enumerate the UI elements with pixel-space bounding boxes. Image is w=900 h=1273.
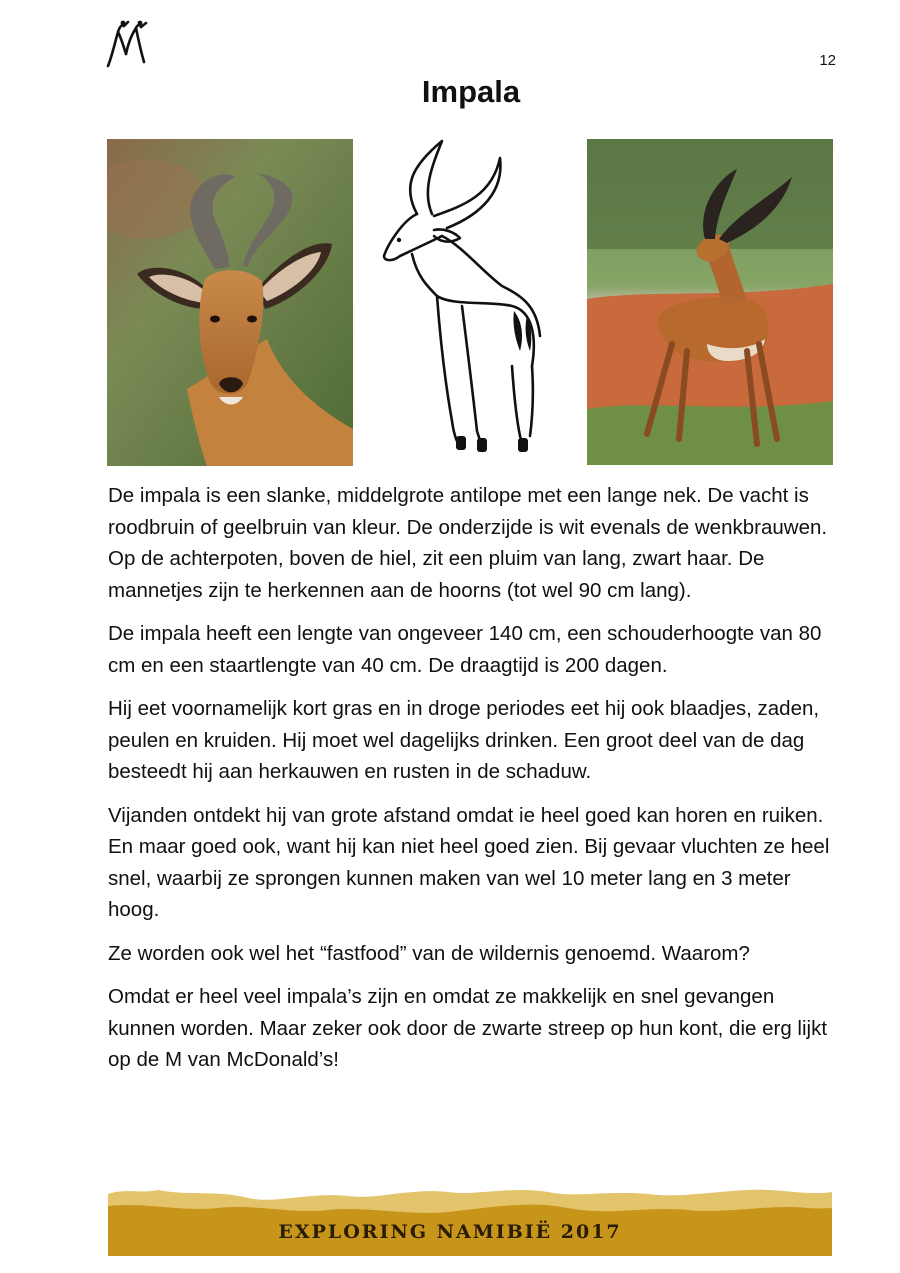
paragraph: Hij eet voornamelijk kort gras en in droge periodes eet hij ook blaadjes, zaden, peulen en kruiden. Hij moet wel dagelijks drinken. Een groot deel van de dag besteedt hij aan herkauwen en rusten in de schaduw. (108, 697, 820, 783)
paragraph: De impala heeft een lengte van ongeveer 140 cm, een schouderhoogte van 80 cm en een staartlengte van 40 cm. De draagtijd is 200 dagen. (108, 622, 822, 677)
paragraph: Vijanden ontdekt hij van grote afstand omdat ie heel goed kan horen en ruiken. En maar goed ook, want hij kan niet heel goed zien. Bij gevaar vluchten ze heel snel, waarbij ze sprongen kunnen maken van wel 10 meter lang en 3 meter hoog. (108, 803, 830, 921)
page-title: Impala (421, 74, 521, 109)
page-number: 12 (819, 52, 836, 69)
logo-icon (104, 18, 150, 70)
paragraph: De impala is een slanke, middelgrote antilope met een lange nek. De vacht is roodbruin of geelbruin van kleur. De onderzijde is wit evenals de wenkbrauwen. Op de achterpoten, boven de hiel, zit een pluim van lang, zwart haar. De mannetjes zijn te herkennen aan de hoorns (tot wel 90 cm lang). (108, 484, 828, 602)
impala-line-drawing (372, 136, 552, 462)
impala-standing-photo (587, 139, 833, 465)
article-body (108, 480, 838, 1088)
paragraph: Ze worden ook wel het “fastfood” van de wildernis genoemd. Waarom? (108, 941, 750, 965)
footer-label: EXPLORING NAMIBIË 2017 (278, 1221, 622, 1243)
impala-head-photo (107, 139, 353, 466)
paragraph: Omdat er heel veel impala’s zijn en omdat ze makkelijk en snel gevangen kunnen worden. Maar zeker ook door de zwarte streep op hun kont, die erg lijkt op de M van McDonald’s! (108, 985, 828, 1071)
